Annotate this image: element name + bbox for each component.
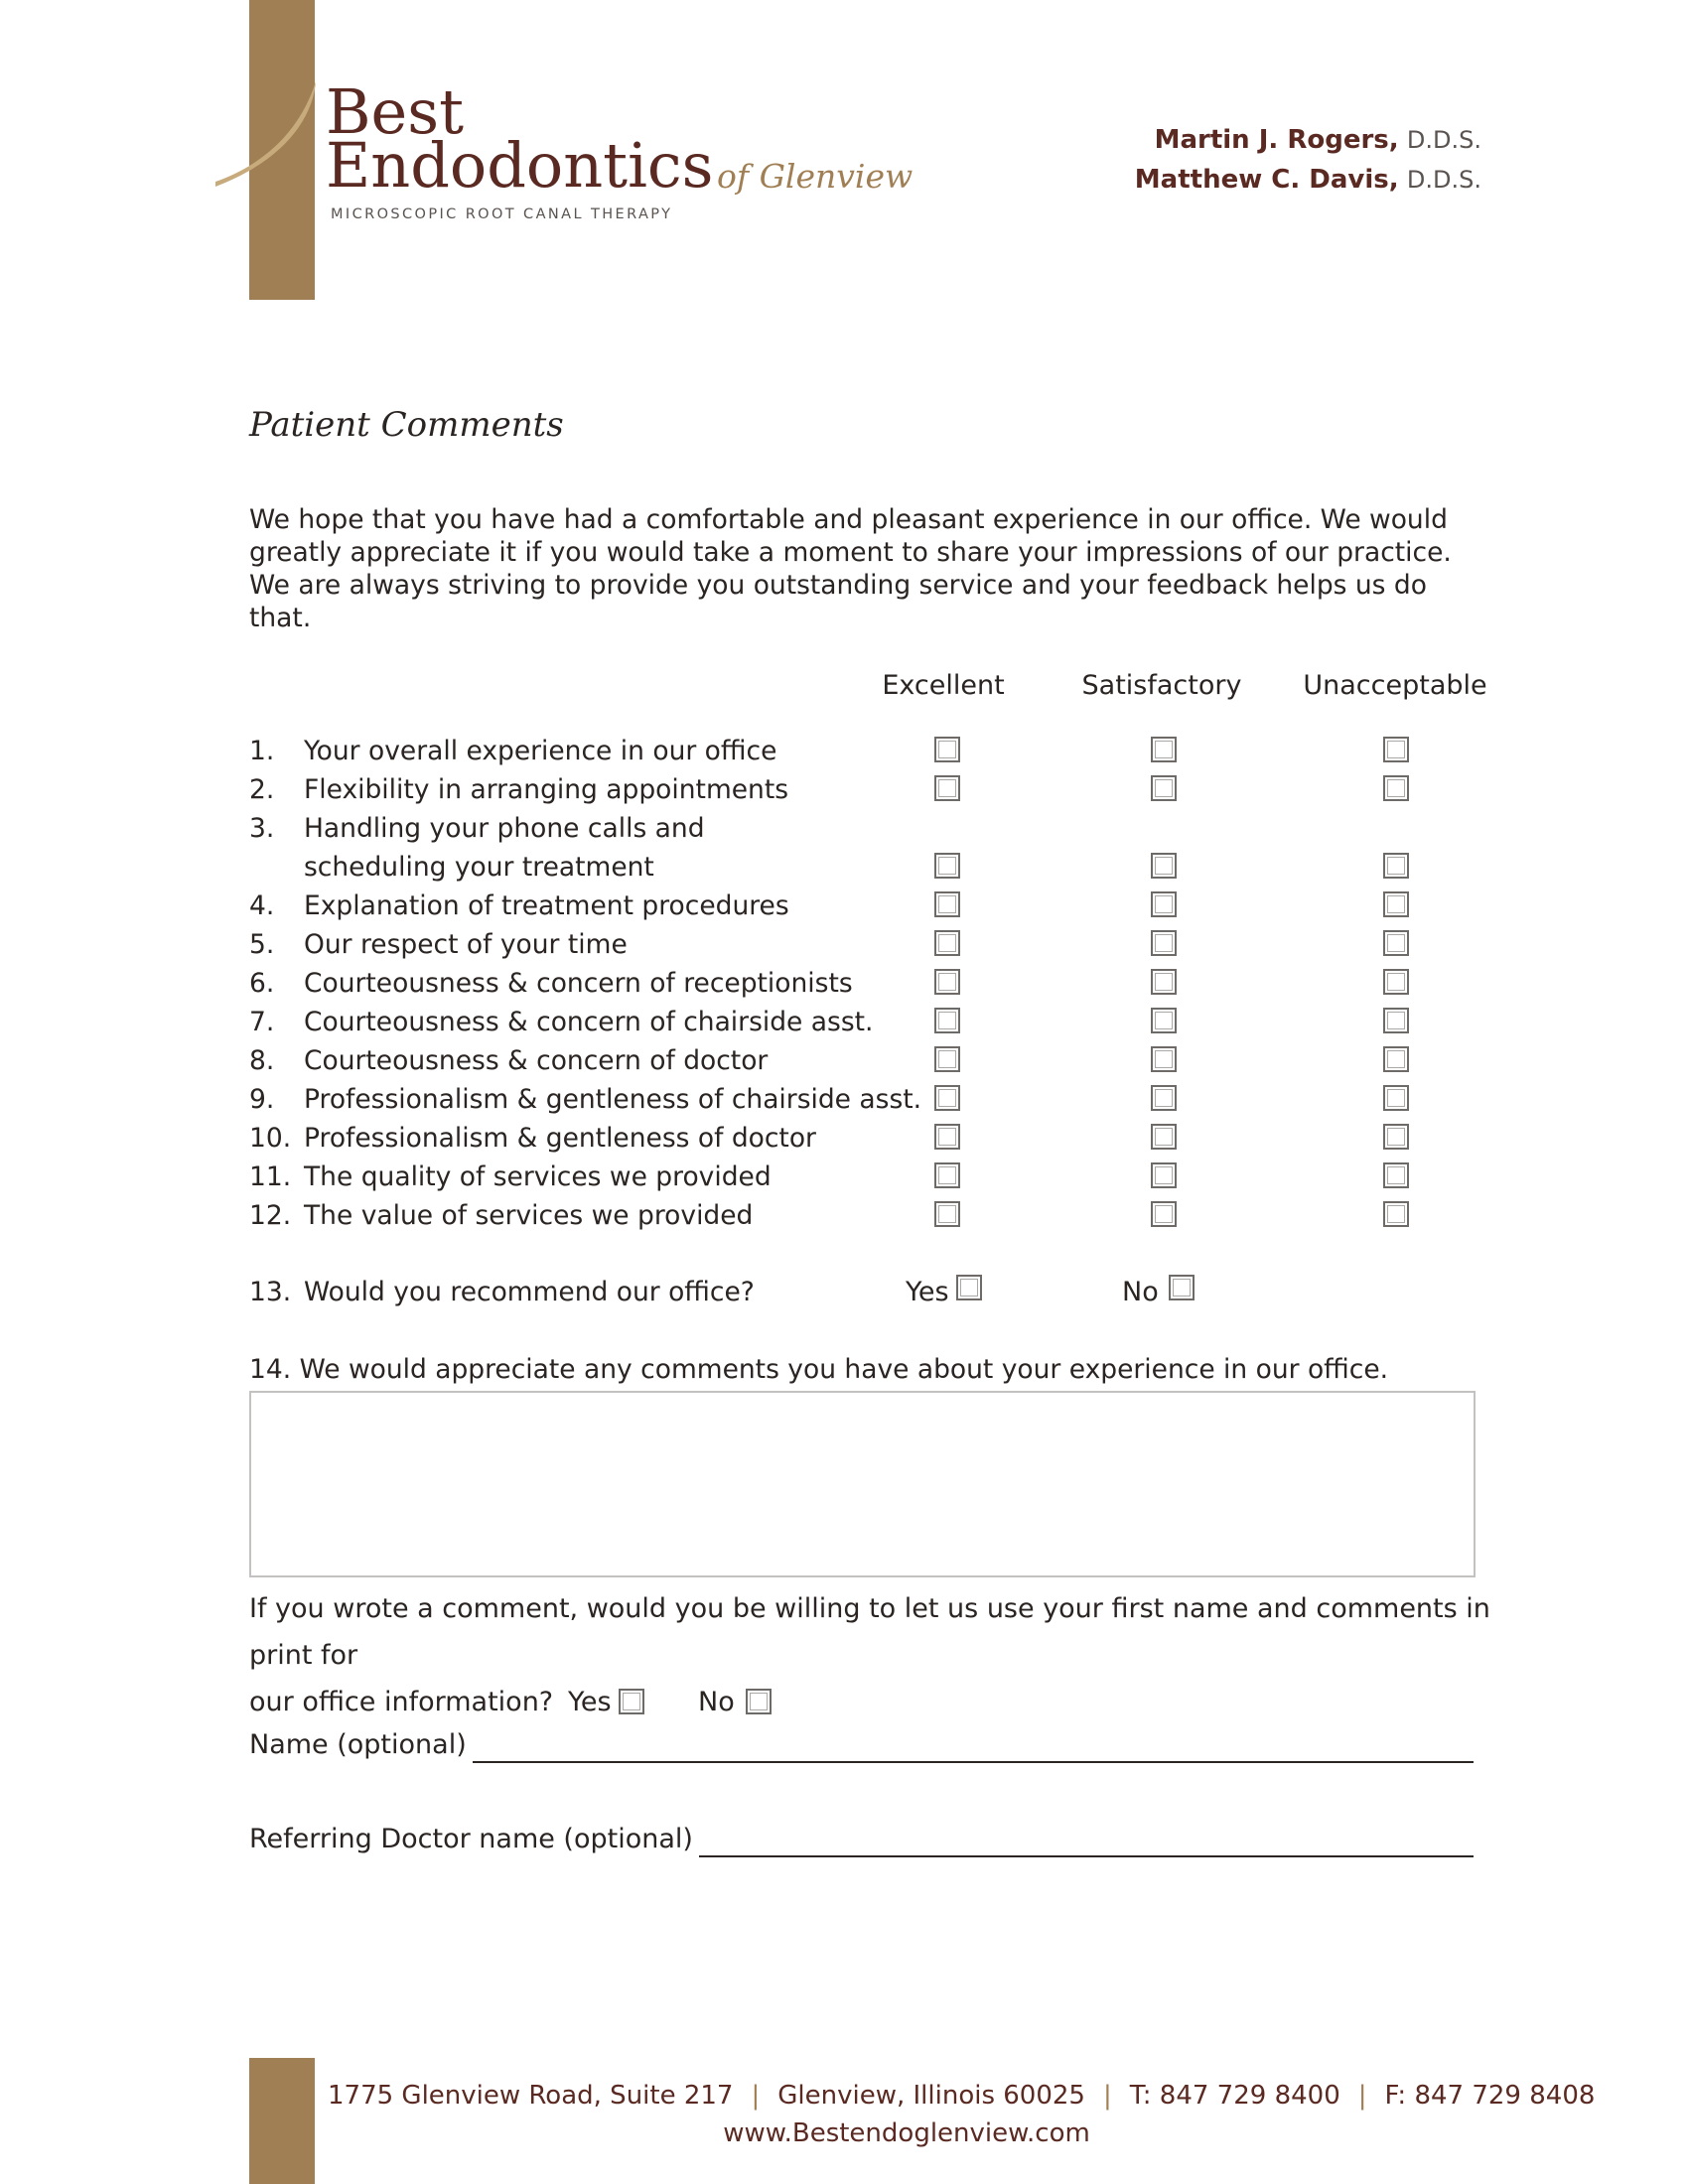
rating-checkbox-excellent-q3[interactable] [934, 853, 960, 879]
rating-checkbox-satisfactory-q12[interactable] [1151, 1201, 1177, 1227]
rating-checkbox-unacceptable-q5[interactable] [1383, 930, 1409, 956]
rating-checkbox-unacceptable-q12[interactable] [1383, 1201, 1409, 1227]
permission-no-label: No [698, 1687, 735, 1717]
brand-tagline: MICROSCOPIC ROOT CANAL THERAPY [331, 206, 673, 222]
rating-checkbox-unacceptable-q4[interactable] [1383, 891, 1409, 917]
question-row [249, 966, 1500, 1005]
question-text: Flexibility in arranging appointments [304, 774, 789, 805]
doctor-1-degree: D.D.S. [1406, 126, 1481, 154]
question-number: 3. [249, 813, 275, 844]
comments-prompt: 14. We would appreciate any comments you have about your experience in our office. [249, 1354, 1389, 1385]
question-text: Courteousness & concern of receptionists [304, 968, 853, 999]
question-number: 1. [249, 736, 275, 766]
recommend-yes-label: Yes [906, 1277, 949, 1307]
rating-checkbox-excellent-q12[interactable] [934, 1201, 960, 1227]
question-text: Professionalism & gentleness of chairside asst. [304, 1084, 922, 1115]
doctor-1-name: Martin J. Rogers, [1154, 125, 1399, 155]
question-row [249, 1198, 1500, 1237]
doctor-2-degree: D.D.S. [1406, 166, 1481, 194]
rating-checkbox-unacceptable-q2[interactable] [1383, 775, 1409, 801]
question-row [249, 811, 1500, 850]
permission-yes-label: Yes [568, 1687, 612, 1717]
question-text: Professionalism & gentleness of doctor [304, 1123, 816, 1154]
question-text: Would you recommend our office? [304, 1277, 755, 1307]
column-header-excellent: Excellent [882, 670, 1005, 701]
question-text: Explanation of treatment procedures [304, 890, 789, 921]
brand-name-line1: Best [326, 75, 464, 148]
column-header-satisfactory: Satisfactory [1081, 670, 1242, 701]
rating-checkbox-satisfactory-q2[interactable] [1151, 775, 1177, 801]
permission-yes-checkbox[interactable] [619, 1689, 644, 1714]
question-number: 12. [249, 1200, 292, 1231]
rating-checkbox-unacceptable-q9[interactable] [1383, 1085, 1409, 1111]
recommend-no-label: No [1122, 1277, 1159, 1307]
question-row [249, 1121, 1500, 1160]
doctor-2-name: Matthew C. Davis, [1134, 165, 1399, 195]
rating-checkbox-unacceptable-q11[interactable] [1383, 1162, 1409, 1188]
rating-checkbox-excellent-q9[interactable] [934, 1085, 960, 1111]
question-number: 4. [249, 890, 275, 921]
rating-checkbox-unacceptable-q10[interactable] [1383, 1124, 1409, 1150]
rating-checkbox-excellent-q7[interactable] [934, 1008, 960, 1033]
rating-checkbox-excellent-q4[interactable] [934, 891, 960, 917]
question-text: The quality of services we provided [304, 1161, 772, 1192]
footer-city: Glenview, Illinois 60025 [777, 2081, 1085, 2111]
name-field[interactable] [249, 1727, 1474, 1763]
footer-phone: T: 847 729 8400 [1129, 2081, 1340, 2111]
question-row [249, 1005, 1500, 1043]
rating-checkbox-unacceptable-q3[interactable] [1383, 853, 1409, 879]
rating-checkbox-excellent-q1[interactable] [934, 737, 960, 762]
rating-checkbox-unacceptable-q7[interactable] [1383, 1008, 1409, 1033]
brand-location: of Glenview [717, 157, 914, 196]
question-row [249, 888, 1500, 927]
referring-doctor-label: Referring Doctor name (optional) [249, 1824, 693, 1854]
footer-address: 1775 Glenview Road, Suite 217 [328, 2081, 734, 2111]
question-text: Our respect of your time [304, 929, 628, 960]
referring-doctor-field[interactable] [249, 1822, 1474, 1857]
rating-checkbox-excellent-q11[interactable] [934, 1162, 960, 1188]
footer-separator: | [1357, 2081, 1367, 2111]
question-number: 6. [249, 968, 275, 999]
question-row-continued [249, 850, 1500, 888]
question-text: Courteousness & concern of doctor [304, 1045, 769, 1076]
permission-line1: If you wrote a comment, would you be willing to let us use your first name and comments in print for [249, 1593, 1490, 1671]
rating-checkbox-excellent-q2[interactable] [934, 775, 960, 801]
intro-paragraph: We hope that you have had a comfortable and pleasant experience in our office. We would greatly appreciate it if you would take a moment to share your impressions of our practice. We are always striving to provide you outstanding service and your feedback helps us do that. [249, 504, 1452, 633]
referring-doctor-input-line[interactable] [699, 1826, 1474, 1857]
rating-checkbox-excellent-q5[interactable] [934, 930, 960, 956]
question-number: 11. [249, 1161, 292, 1192]
rating-checkbox-excellent-q8[interactable] [934, 1046, 960, 1072]
question-row [249, 927, 1500, 966]
rating-checkbox-unacceptable-q6[interactable] [1383, 969, 1409, 995]
question-number: 13. [249, 1277, 292, 1307]
question-row [249, 1160, 1500, 1198]
rating-checkbox-unacceptable-q8[interactable] [1383, 1046, 1409, 1072]
question-number: 7. [249, 1007, 275, 1037]
rating-checkbox-excellent-q6[interactable] [934, 969, 960, 995]
question-text-continued: scheduling your treatment [304, 852, 654, 883]
rating-checkbox-satisfactory-q4[interactable] [1151, 891, 1177, 917]
rating-checkbox-unacceptable-q1[interactable] [1383, 737, 1409, 762]
question-number: 10. [249, 1123, 292, 1154]
column-header-unacceptable: Unacceptable [1303, 670, 1487, 701]
footer-separator: | [1102, 2081, 1112, 2111]
footer-bar [249, 2058, 315, 2184]
rating-checkbox-satisfactory-q7[interactable] [1151, 1008, 1177, 1033]
rating-checkbox-excellent-q10[interactable] [934, 1124, 960, 1150]
footer-fax: F: 847 729 8408 [1384, 2081, 1596, 2111]
rating-checkbox-satisfactory-q11[interactable] [1151, 1162, 1177, 1188]
recommend-row [249, 1275, 1500, 1313]
permission-line2-row [249, 1679, 1490, 1725]
brand-swoosh-icon [213, 79, 333, 199]
recommend-no-checkbox[interactable] [1169, 1275, 1195, 1300]
recommend-yes-checkbox[interactable] [956, 1275, 982, 1300]
permission-line2: our office information? [249, 1687, 554, 1717]
footer-separator: | [751, 2081, 761, 2111]
footer-contact [328, 2079, 1595, 2113]
question-row [249, 1043, 1500, 1082]
question-number: 5. [249, 929, 275, 960]
doctor-1 [1155, 123, 1481, 157]
rating-checkbox-satisfactory-q1[interactable] [1151, 737, 1177, 762]
doctor-2 [1135, 163, 1481, 197]
rating-checkbox-satisfactory-q10[interactable] [1151, 1124, 1177, 1150]
rating-checkbox-satisfactory-q6[interactable] [1151, 969, 1177, 995]
question-text: Courteousness & concern of chairside asst. [304, 1007, 874, 1037]
name-label: Name (optional) [249, 1729, 467, 1760]
question-row [249, 734, 1500, 772]
question-text: The value of services we provided [304, 1200, 754, 1231]
question-text: Handling your phone calls and [304, 813, 705, 844]
rating-checkbox-satisfactory-q9[interactable] [1151, 1085, 1177, 1111]
rating-checkbox-satisfactory-q3[interactable] [1151, 853, 1177, 879]
permission-question [249, 1585, 1490, 1725]
footer-website[interactable]: www.Bestendoglenview.com [723, 2118, 1090, 2148]
comments-textarea[interactable] [249, 1391, 1476, 1577]
rating-checkbox-satisfactory-q8[interactable] [1151, 1046, 1177, 1072]
name-input-line[interactable] [473, 1731, 1474, 1763]
question-text: Your overall experience in our office [304, 736, 777, 766]
question-number: 8. [249, 1045, 275, 1076]
question-number: 2. [249, 774, 275, 805]
brand-name-line2: Endodontics [326, 129, 714, 202]
rating-checkbox-satisfactory-q5[interactable] [1151, 930, 1177, 956]
comments-prompt-row [249, 1352, 1500, 1391]
question-number: 9. [249, 1084, 275, 1115]
question-row [249, 1082, 1500, 1121]
question-row [249, 772, 1500, 811]
page-title: Patient Comments [249, 405, 564, 445]
permission-no-checkbox[interactable] [746, 1689, 772, 1714]
